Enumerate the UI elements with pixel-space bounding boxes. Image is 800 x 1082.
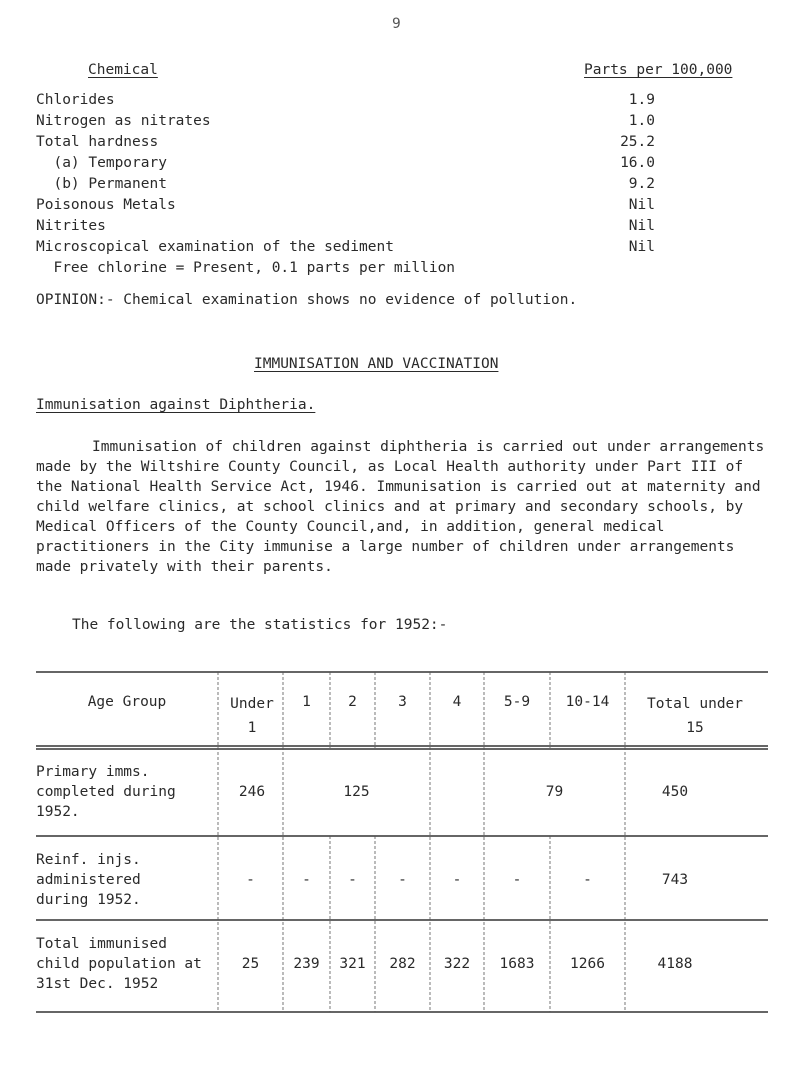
- statistics-intro: The following are the statistics for 1952:-: [72, 617, 448, 633]
- primary-ages-5-14: 79: [545, 784, 564, 800]
- header-age-3: 3: [398, 694, 407, 710]
- row-label-reinforcing: Reinf. injs. administered during 1952.: [36, 852, 141, 908]
- chemical-row-value: 1.9: [628, 92, 655, 108]
- header-age-2: 2: [348, 694, 357, 710]
- chemical-row-label: Poisonous Metals: [36, 197, 176, 213]
- chemical-row-value: 9.2: [628, 176, 655, 192]
- chemical-row-value: Nil: [628, 218, 655, 234]
- header-age-10-14: 10-14: [565, 694, 610, 710]
- reinf-age-2: -: [348, 872, 357, 888]
- chemical-row-label: Nitrites: [36, 218, 106, 234]
- total-age-4: 322: [443, 956, 471, 972]
- units-heading: Parts per 100,000: [584, 62, 733, 78]
- chemical-row-label: Chlorides: [36, 92, 115, 108]
- immunisation-paragraph: Immunisation of children against diphtheria is carried out under arrangements made by the Wiltshire County Council, as Local Health authority under Part III of the National Health Service Act, 1946. Immunisation is carried out at maternity and child welfare clinics, at school clinics and at primary and secondary schools, by Medical Officers of the County Council,and, in addition, general medical practitioners in the City immunise a large number of children under arrangements made privately with their parents.: [36, 439, 765, 575]
- total-age-3: 282: [389, 956, 416, 972]
- opinion-text: OPINION:- Chemical examination shows no evidence of pollution.: [36, 292, 578, 308]
- diphtheria-subheading: Immunisation against Diphtheria.: [36, 397, 316, 413]
- chemical-row-label: Free chlorine = Present, 0.1 parts per million: [36, 260, 456, 276]
- section-title: IMMUNISATION AND VACCINATION: [254, 356, 499, 372]
- chemical-row-label: (b) Permanent: [36, 176, 167, 192]
- header-age-1: 1: [302, 694, 311, 710]
- chemical-row-value: 25.2: [620, 134, 655, 150]
- reinf-age-3: -: [398, 872, 407, 888]
- reinf-under-1: -: [246, 872, 255, 888]
- total-age-1: 239: [293, 956, 320, 972]
- reinf-total: 743: [661, 872, 689, 888]
- chemical-heading: Chemical: [88, 62, 158, 78]
- row-label-primary: Primary imms. completed during 1952.: [36, 764, 176, 820]
- page-number: 9: [392, 16, 401, 32]
- reinf-age-4: -: [452, 872, 462, 888]
- chemical-row-value: Nil: [628, 239, 655, 255]
- chemical-row-label: Microscopical examination of the sediment: [36, 239, 394, 255]
- chemical-row-label: Total hardness: [36, 134, 159, 150]
- chemical-row-label: Nitrogen as nitrates: [36, 113, 211, 129]
- chemical-row-value: 16.0: [620, 155, 655, 171]
- chemical-row-value: Nil: [628, 197, 655, 213]
- primary-ages-1-4: 125: [343, 784, 370, 800]
- header-age-group: Age Group: [87, 694, 167, 710]
- header-total-under-15: Total under 15: [646, 696, 744, 736]
- header-age-5-9: 5-9: [503, 694, 531, 710]
- chemical-row-value: 1.0: [628, 113, 655, 129]
- primary-under-1: 246: [238, 784, 266, 800]
- total-under-1: 25: [241, 956, 260, 972]
- header-age-4: 4: [452, 694, 462, 710]
- primary-total: 450: [661, 784, 689, 800]
- row-label-total-immunised: Total immunised child population at 31st Dec. 1952: [36, 936, 202, 992]
- chemical-row-label: (a) Temporary: [36, 155, 167, 171]
- header-under-1: Under 1: [230, 696, 274, 736]
- total-age-10-14: 1266: [570, 956, 605, 972]
- total-total: 4188: [657, 956, 693, 972]
- total-age-2: 321: [339, 956, 366, 972]
- reinf-age-5-9: -: [512, 872, 522, 888]
- reinf-age-10-14: -: [583, 872, 592, 888]
- total-age-5-9: 1683: [499, 956, 535, 972]
- reinf-age-1: -: [302, 872, 311, 888]
